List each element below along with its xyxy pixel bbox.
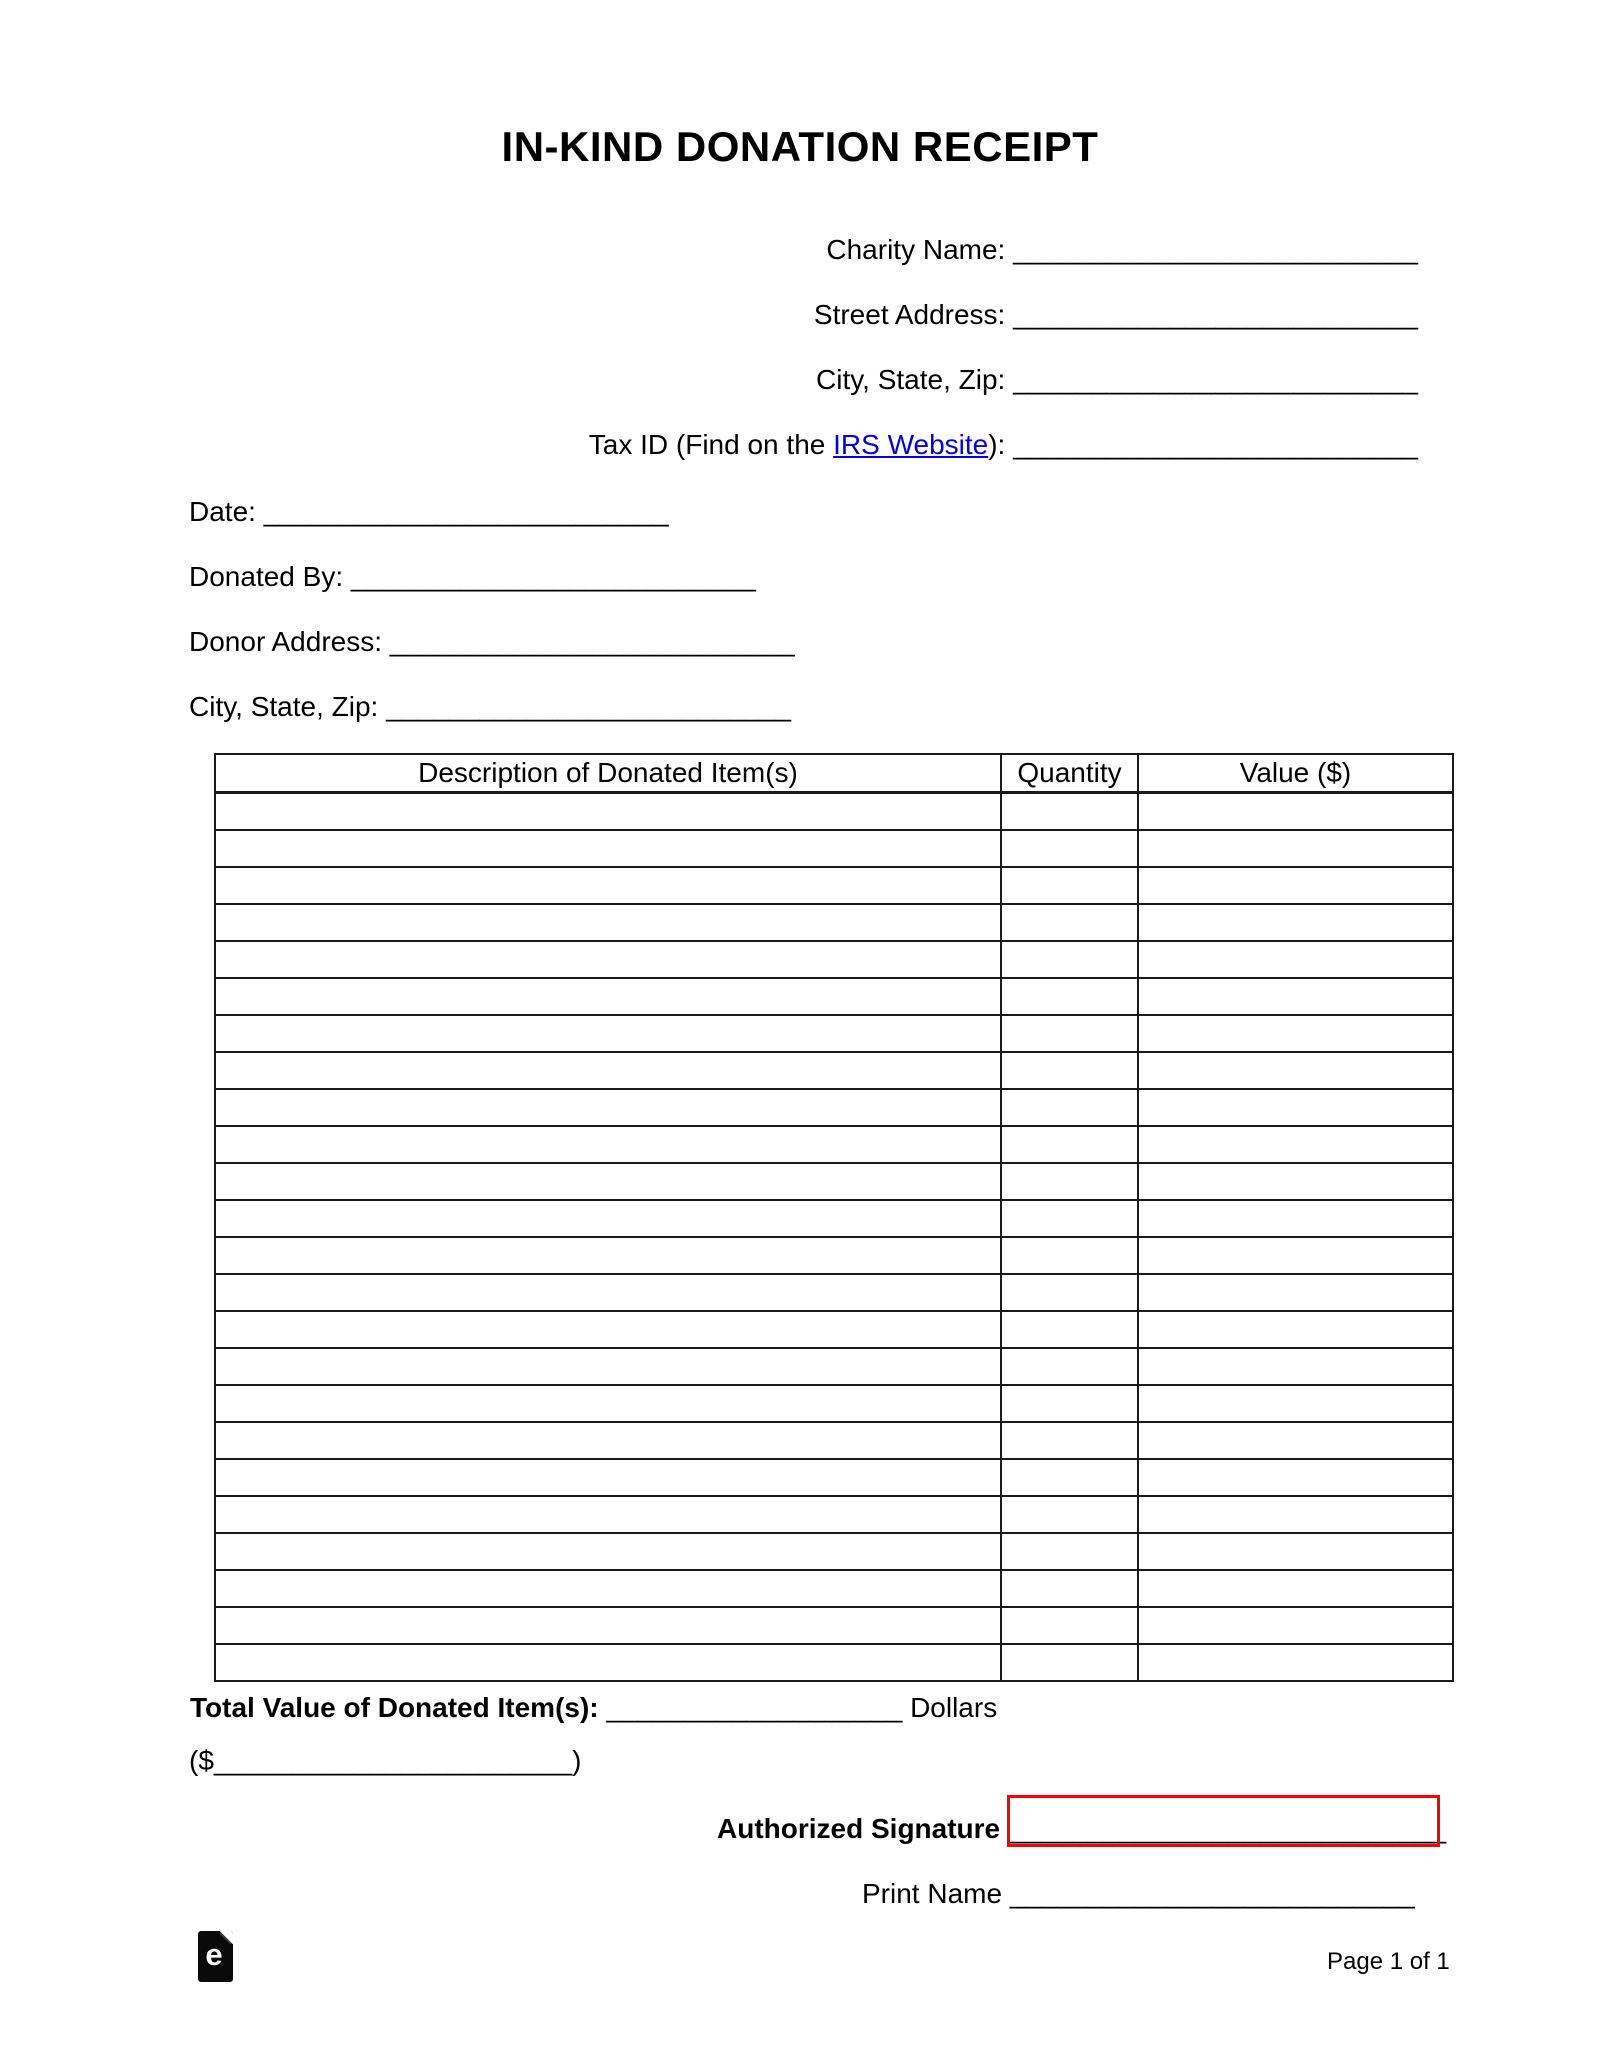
table-cell[interactable] <box>1001 1533 1138 1570</box>
table-cell[interactable] <box>1001 978 1138 1015</box>
table-cell[interactable] <box>215 1126 1001 1163</box>
table-cell[interactable] <box>215 904 1001 941</box>
table-cell[interactable] <box>1001 941 1138 978</box>
donated-items-table <box>214 753 1454 1682</box>
eforms-logo <box>198 1931 233 1982</box>
table-cell[interactable] <box>1001 867 1138 904</box>
total-value-field[interactable]: ___________________ <box>606 1692 903 1723</box>
table-cell[interactable] <box>215 793 1001 831</box>
table-cell[interactable] <box>1138 1163 1453 1200</box>
total-value-label: Total Value of Donated Item(s): <box>190 1692 599 1723</box>
page-number: Page 1 of 1 <box>1327 1948 1450 1975</box>
table-row <box>215 1570 1453 1607</box>
table-cell[interactable] <box>1138 1126 1453 1163</box>
table-cell[interactable] <box>1138 1015 1453 1052</box>
print-name-row <box>862 1878 1415 1910</box>
column-header-quantity: Quantity <box>1001 754 1138 793</box>
print-name-field[interactable]: __________________________ <box>1009 1878 1415 1909</box>
paren-suffix: ) <box>572 1745 582 1776</box>
table-row <box>215 978 1453 1015</box>
table-cell[interactable] <box>1001 1126 1138 1163</box>
total-value-numeric-row <box>189 1745 581 1777</box>
table-cell[interactable] <box>215 1570 1001 1607</box>
donor-city-state-zip-row <box>189 691 791 723</box>
table-row <box>215 1200 1453 1237</box>
table-cell[interactable] <box>215 1052 1001 1089</box>
table-cell[interactable] <box>215 1422 1001 1459</box>
table-cell[interactable] <box>1001 1089 1138 1126</box>
table-row <box>215 1644 1453 1681</box>
table-cell[interactable] <box>1138 904 1453 941</box>
table-cell[interactable] <box>1138 793 1453 831</box>
charity-street-label: Street Address: <box>813 299 1006 330</box>
column-header-value: Value ($) <box>1138 754 1453 793</box>
donor-address-row <box>189 626 795 658</box>
irs-website-link[interactable]: IRS Website <box>833 429 989 460</box>
table-cell[interactable] <box>215 1459 1001 1496</box>
table-cell[interactable] <box>215 867 1001 904</box>
table-cell[interactable] <box>1001 1274 1138 1311</box>
table-cell[interactable] <box>1138 1089 1453 1126</box>
table-row <box>215 1015 1453 1052</box>
table-cell[interactable] <box>1001 1496 1138 1533</box>
table-cell[interactable] <box>1138 1496 1453 1533</box>
table-row <box>215 793 1453 831</box>
signature-field-box[interactable] <box>1007 1795 1440 1847</box>
table-cell[interactable] <box>215 1015 1001 1052</box>
total-value-numeric-field[interactable]: _______________________ <box>213 1745 573 1776</box>
table-row <box>215 867 1453 904</box>
table-row <box>215 941 1453 978</box>
table-cell[interactable] <box>1001 1311 1138 1348</box>
table-row <box>215 1385 1453 1422</box>
table-cell[interactable] <box>1001 904 1138 941</box>
table-cell[interactable] <box>1001 1385 1138 1422</box>
charity-city-state-zip-row <box>816 364 1418 396</box>
tax-id-label-prefix: Tax ID (Find on the <box>588 429 834 460</box>
donor-city-state-zip-field[interactable]: __________________________ <box>386 691 791 722</box>
total-value-suffix: Dollars <box>910 1692 998 1723</box>
table-cell[interactable] <box>1001 830 1138 867</box>
donor-address-field[interactable]: __________________________ <box>389 626 795 657</box>
charity-name-label: Charity Name: <box>826 234 1006 265</box>
tax-id-row <box>589 429 1418 461</box>
table-cell[interactable] <box>215 1237 1001 1274</box>
table-row <box>215 1274 1453 1311</box>
date-field[interactable]: __________________________ <box>263 496 669 527</box>
donor-address-label: Donor Address: <box>189 626 382 657</box>
tax-id-field[interactable]: __________________________ <box>1013 429 1418 460</box>
date-row <box>189 496 669 528</box>
page-title: IN-KIND DONATION RECEIPT <box>501 123 1099 170</box>
table-cell[interactable] <box>1138 1274 1453 1311</box>
table-cell[interactable] <box>215 1607 1001 1644</box>
table-cell[interactable] <box>1001 1015 1138 1052</box>
table-cell[interactable] <box>215 1385 1001 1422</box>
donated-by-row <box>189 561 756 593</box>
table-cell[interactable] <box>1001 1570 1138 1607</box>
donor-city-state-zip-label: City, State, Zip: <box>189 691 379 722</box>
table-row <box>215 1311 1453 1348</box>
table-cell[interactable] <box>1001 1644 1138 1681</box>
table-cell[interactable] <box>1138 1385 1453 1422</box>
table-cell[interactable] <box>1138 1422 1453 1459</box>
table-cell[interactable] <box>1138 978 1453 1015</box>
table-cell[interactable] <box>1001 1052 1138 1089</box>
table-cell[interactable] <box>215 1496 1001 1533</box>
table-row <box>215 1089 1453 1126</box>
table-cell[interactable] <box>215 1200 1001 1237</box>
table-cell[interactable] <box>215 830 1001 867</box>
charity-city-state-zip-field[interactable]: __________________________ <box>1013 364 1418 395</box>
table-cell[interactable] <box>1138 1607 1453 1644</box>
column-header-description: Description of Donated Item(s) <box>215 754 1001 793</box>
table-cell[interactable] <box>215 941 1001 978</box>
table-row <box>215 1533 1453 1570</box>
table-cell[interactable] <box>1138 1200 1453 1237</box>
table-row <box>215 1496 1453 1533</box>
table-cell[interactable] <box>1138 1644 1453 1681</box>
table-cell[interactable] <box>1138 1459 1453 1496</box>
table-cell[interactable] <box>1138 1052 1453 1089</box>
table-cell[interactable] <box>1001 1422 1138 1459</box>
table-cell[interactable] <box>1001 1200 1138 1237</box>
table-cell[interactable] <box>215 1533 1001 1570</box>
table-cell[interactable] <box>1138 1348 1453 1385</box>
table-cell[interactable] <box>215 978 1001 1015</box>
tax-id-label-suffix: ): <box>988 429 1014 460</box>
table-row <box>215 1052 1453 1089</box>
authorized-signature-line: ____________________________ <box>1010 1813 1447 1844</box>
table-cell[interactable] <box>215 1274 1001 1311</box>
table-cell[interactable] <box>1138 1570 1453 1607</box>
table-cell[interactable] <box>215 1348 1001 1385</box>
table-cell[interactable] <box>1001 1348 1138 1385</box>
table-cell[interactable] <box>215 1163 1001 1200</box>
table-cell[interactable] <box>1138 867 1453 904</box>
table-cell[interactable] <box>1138 830 1453 867</box>
donated-by-field[interactable]: __________________________ <box>350 561 756 592</box>
paren-prefix: ($ <box>189 1745 214 1776</box>
table-row <box>215 1163 1453 1200</box>
charity-city-state-zip-label: City, State, Zip: <box>816 364 1006 395</box>
table-row <box>215 1459 1453 1496</box>
donated-by-label: Donated By: <box>189 561 344 592</box>
charity-name-row <box>826 234 1418 266</box>
table-cell[interactable] <box>1001 1163 1138 1200</box>
table-cell[interactable] <box>1001 793 1138 831</box>
table-cell[interactable] <box>1138 1533 1453 1570</box>
table-row <box>215 904 1453 941</box>
table-row <box>215 1607 1453 1644</box>
date-label: Date: <box>189 496 256 527</box>
charity-street-row <box>814 299 1418 331</box>
print-name-label: Print Name <box>862 1878 1003 1909</box>
authorized-signature-label: Authorized Signature <box>717 1813 1001 1844</box>
table-cell[interactable] <box>1001 1607 1138 1644</box>
table-cell[interactable] <box>1001 1237 1138 1274</box>
table-row <box>215 1237 1453 1274</box>
charity-name-field[interactable]: __________________________ <box>1013 234 1418 265</box>
table-cell[interactable] <box>1138 1311 1453 1348</box>
table-cell[interactable] <box>215 1644 1001 1681</box>
table-cell[interactable] <box>1138 1237 1453 1274</box>
table-row <box>215 1422 1453 1459</box>
table-row <box>215 1126 1453 1163</box>
table-row <box>215 1348 1453 1385</box>
table-row <box>215 830 1453 867</box>
table-header-row <box>215 754 1453 793</box>
table-cell[interactable] <box>215 1311 1001 1348</box>
charity-street-field[interactable]: __________________________ <box>1013 299 1418 330</box>
eforms-logo-letter: e <box>205 1937 223 1972</box>
table-cell[interactable] <box>1138 941 1453 978</box>
table-cell[interactable] <box>1001 1459 1138 1496</box>
total-value-row <box>190 1692 997 1724</box>
table-cell[interactable] <box>215 1089 1001 1126</box>
